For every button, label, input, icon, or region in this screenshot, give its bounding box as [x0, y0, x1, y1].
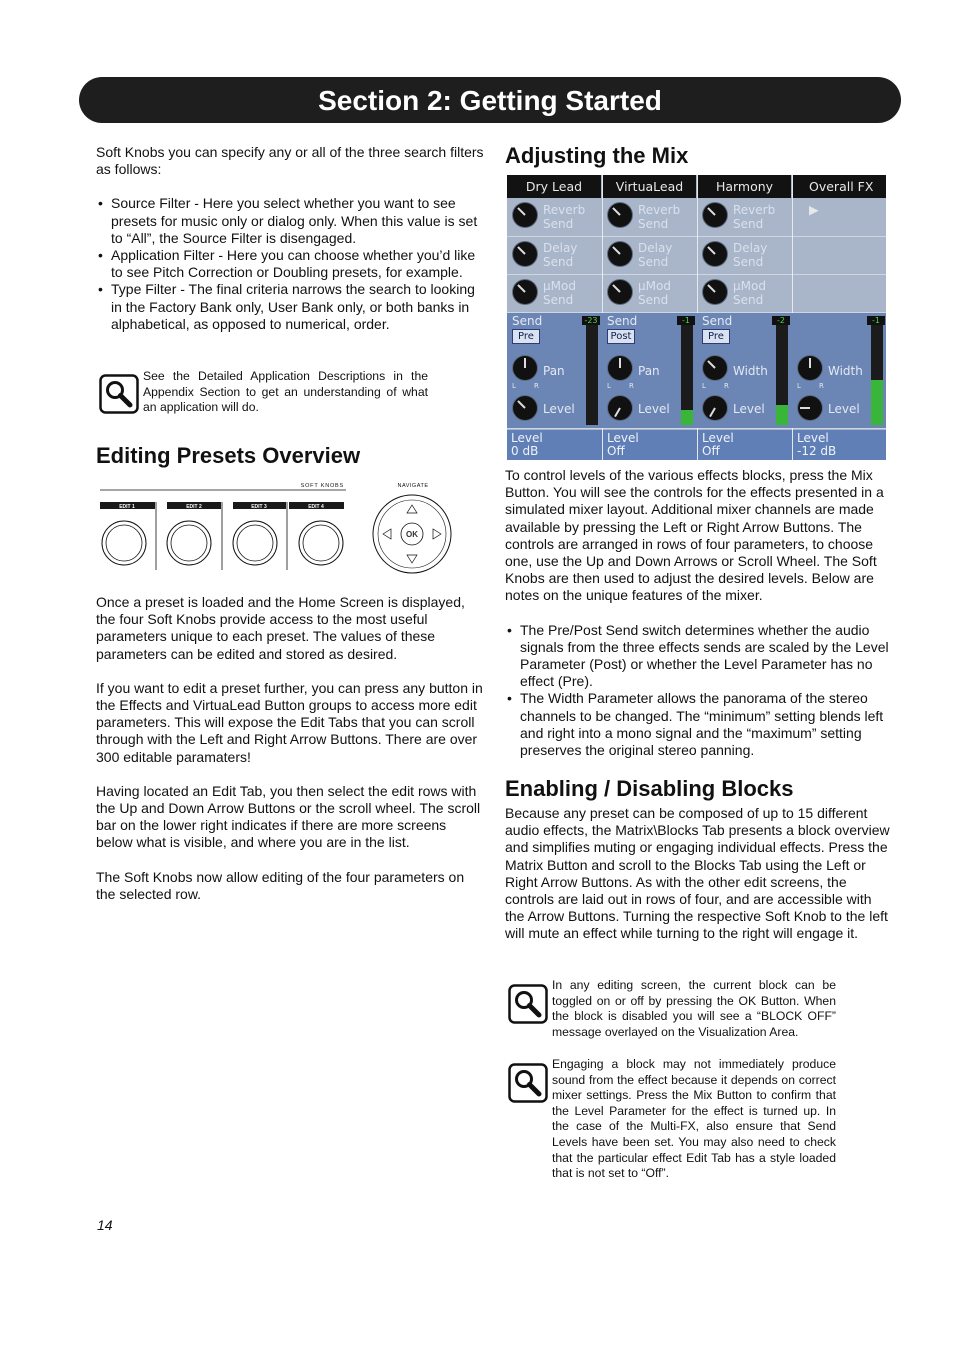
mixer-col-header: VirtuaLead — [603, 175, 696, 198]
mixer-footer-cell — [793, 430, 886, 460]
level-label: Level — [543, 402, 575, 416]
paragraph: If you want to edit a preset further, you can press any button in the Effects and VirtuaLead Button groups to access more edit parameters. This will expose the Edit Tabs that you can scroll through with the Left and Right Arrow Buttons. There are over 300 editable paramaters! — [96, 679, 483, 765]
mixer-col-header: Harmony — [698, 175, 791, 198]
note-application-descriptions: See the Detailed Application Descriptions in the Appendix Section to get an understanding of what an application will do. — [143, 369, 428, 415]
foot-label: Level — [702, 431, 734, 445]
meter-readout: -23 — [582, 316, 600, 325]
mixer-param-label: µMod Send — [733, 279, 766, 307]
intro-text: Soft Knobs you can specify any or all of the three search filters as follows: — [96, 144, 484, 178]
list-item: • Application Filter - Here you can choose whether you’d like to see Pitch Correction or Doubling presets, for example. — [96, 247, 484, 281]
level-knob-icon[interactable] — [608, 396, 632, 420]
editing-presets-heading: Editing Presets Overview — [96, 443, 361, 468]
edit-3-label: EDIT 3 — [251, 504, 267, 510]
width-label: Width — [733, 364, 768, 378]
editing-text — [96, 594, 486, 903]
lr-label: L — [797, 382, 801, 390]
mixer-param-label: Delay Send — [733, 241, 768, 269]
soft-knobs-panel-illustration — [96, 478, 458, 574]
meter-readout: -2 — [772, 316, 790, 325]
paragraph: Because any preset can be composed of up to 15 different audio effects, the Matrix\Blocks Tab presents a block overview and simplifies muting or engaging individual effects. Press the Matrix Button and scroll to the Blocks Tab using the Left or Right Arrow Buttons. As with the other edit screens, the controls are laid out in rows of four, and are accessible with the Arrow Buttons. Turning the respective Soft Knob to the left will mute an effect while turning to the right will engage it. — [505, 805, 890, 942]
mixer-param-label: Delay Send — [543, 241, 578, 269]
level-meter — [681, 325, 693, 425]
list-item: • Type Filter - The final criteria narrows the search to looking in the Factory Bank only, User Bank only, or both banks in alphabetical, as opposed to numerical, order. — [96, 281, 484, 333]
mixer-col-header-label: Overall FX — [809, 179, 874, 194]
knob-icon[interactable] — [513, 203, 537, 227]
lr-label: R — [819, 382, 824, 390]
foot-label: Level — [511, 431, 543, 445]
knob-icon[interactable] — [608, 242, 632, 266]
right-arrow-icon: ▶ — [809, 202, 819, 217]
mixer-param-label: µMod Send — [638, 279, 671, 307]
mixer-footer-cell — [603, 430, 697, 460]
list-item: • The Pre/Post Send switch determines whether the audio signals from the three effects sends are scaled by the Level Parameter (Post) or whether the Level Parameter has no effect (Pre). — [505, 622, 891, 691]
paragraph: Having located an Edit Tab, you then select the edit rows with the Up and Down Arrow Buttons or the scroll wheel. The scroll bar on the lower right indicates if there are more screens below what is visible, and where you are in the list. — [96, 782, 481, 851]
level-knob-icon[interactable] — [513, 396, 537, 420]
level-label: Level — [638, 402, 670, 416]
prepost-button[interactable]: Pre — [512, 329, 540, 344]
lr-label: R — [534, 382, 539, 390]
level-knob-icon[interactable] — [798, 396, 822, 420]
mix-bullets — [505, 622, 891, 760]
paragraph: The Soft Knobs now allow editing of the four parameters on the selected row. — [96, 868, 465, 902]
foot-label: Level — [797, 431, 829, 445]
mixer-param-label: Reverb Send — [733, 203, 776, 231]
pan-label: Pan — [543, 364, 565, 378]
mixer-param-label: Reverb Send — [638, 203, 681, 231]
section-title-banner: Section 2: Getting Started — [79, 77, 901, 123]
pan-knob-icon[interactable] — [513, 356, 537, 380]
list-item: • The Width Parameter allows the panorama of the stereo channels to be changed. The “minimum” setting blends left and right into a mono signal and the “maximum” setting preserves the original stereo panning. — [505, 690, 891, 759]
prepost-button[interactable]: Pre — [702, 329, 730, 344]
lr-label: L — [512, 382, 516, 390]
mixer-param-label: µMod Send — [543, 279, 576, 307]
mixer-col-header: Dry Lead — [507, 175, 601, 198]
send-label: Send — [512, 314, 543, 328]
edit-4-label: EDIT 4 — [308, 504, 324, 510]
mixer-param-label: Delay Send — [638, 241, 673, 269]
width-knob-icon[interactable] — [703, 356, 727, 380]
paragraph: Once a preset is loaded and the Home Screen is displayed, the four Soft Knobs provide access to the most useful parameters unique to each preset. The values of these parameters can be edited and stored as desired. — [96, 594, 465, 662]
magnifier-note-icon — [508, 1063, 548, 1103]
mix-text — [505, 467, 891, 759]
mixer-footer-cell — [507, 430, 602, 460]
level-meter — [871, 325, 883, 425]
left-column — [96, 144, 484, 333]
mixer-footer-cell — [698, 430, 792, 460]
enabling-blocks-heading: Enabling / Disabling Blocks — [505, 776, 794, 801]
lr-label: R — [724, 382, 729, 390]
knob-icon[interactable] — [703, 203, 727, 227]
edit-1-label: EDIT 1 — [119, 504, 135, 510]
ok-label: OK — [406, 530, 418, 539]
knob-icon[interactable] — [703, 280, 727, 304]
level-meter — [586, 325, 598, 425]
note-block-toggle: In any editing screen, the current block can be toggled on or off by pressing the OK Button. When the block is disabled you will see a “BLOCK OFF” message overlayed on the Visualization Area. — [552, 978, 836, 1039]
foot-value: -12 dB — [797, 444, 837, 458]
mixer-screenshot — [507, 175, 886, 460]
level-label: Level — [828, 402, 860, 416]
level-knob-icon[interactable] — [703, 396, 727, 420]
magnifier-note-icon — [508, 984, 548, 1024]
knob-icon[interactable] — [703, 242, 727, 266]
magnifier-note-icon — [99, 374, 139, 414]
navigate-label: NAVIGATE — [397, 483, 429, 489]
blocks-text — [505, 805, 891, 943]
mixer-param-label: Reverb Send — [543, 203, 586, 231]
width-knob-icon[interactable] — [798, 356, 822, 380]
list-item: • Source Filter - Here you select whether you want to see presets for music only or dialog only. When this value is set to “All”, the Source Filter is disengaged. — [96, 195, 484, 247]
note-engaging-block: Engaging a block may not immediately produce sound from the effect because it depends on correct mixer settings. Press the Mix Button to confirm that the Level Parameter for the effect is turned up. In the case of the Multi-FX, also ensure that Send Levels have been set. You may also need to check that the particular effect Edit Tab has a style loaded that is not set to “Off”. — [552, 1057, 836, 1181]
page-number: 14 — [97, 1217, 113, 1233]
edit-2-label: EDIT 2 — [186, 504, 202, 510]
adjusting-mix-heading: Adjusting the Mix — [505, 143, 689, 168]
meter-readout: -1 — [677, 316, 695, 325]
lr-label: L — [702, 382, 706, 390]
level-label: Level — [733, 402, 765, 416]
prepost-button[interactable]: Post — [607, 329, 635, 344]
paragraph: To control levels of the various effects blocks, press the Mix Button. You will see the controls for the effects presented in a simulated mixer layout. Additional mixer channels are made available by pressing the Left or Right Arrow Buttons. The controls are arranged in rows of four parameters, to choose one, use the Up and Down Arrows or Scroll Wheel. The Soft Knobs are then used to adjust the desired levels. Below are notes on the unique features of the mixer. — [505, 467, 884, 604]
knob-icon[interactable] — [608, 203, 632, 227]
filter-list — [96, 195, 484, 333]
foot-value: Off — [607, 444, 625, 458]
meter-readout: -1 — [867, 316, 885, 325]
width-label: Width — [828, 364, 863, 378]
foot-value: 0 dB — [511, 444, 539, 458]
send-label: Send — [607, 314, 638, 328]
pan-label: Pan — [638, 364, 660, 378]
lr-label: L — [607, 382, 611, 390]
knob-icon[interactable] — [513, 280, 537, 304]
send-label: Send — [702, 314, 733, 328]
foot-label: Level — [607, 431, 639, 445]
soft-knobs-label: SOFT KNOBS — [300, 483, 344, 489]
mixer-col-header — [793, 175, 886, 217]
knob-icon[interactable] — [513, 242, 537, 266]
pan-knob-icon[interactable] — [608, 356, 632, 380]
knob-icon[interactable] — [608, 280, 632, 304]
level-meter — [776, 325, 788, 425]
lr-label: R — [629, 382, 634, 390]
foot-value: Off — [702, 444, 720, 458]
